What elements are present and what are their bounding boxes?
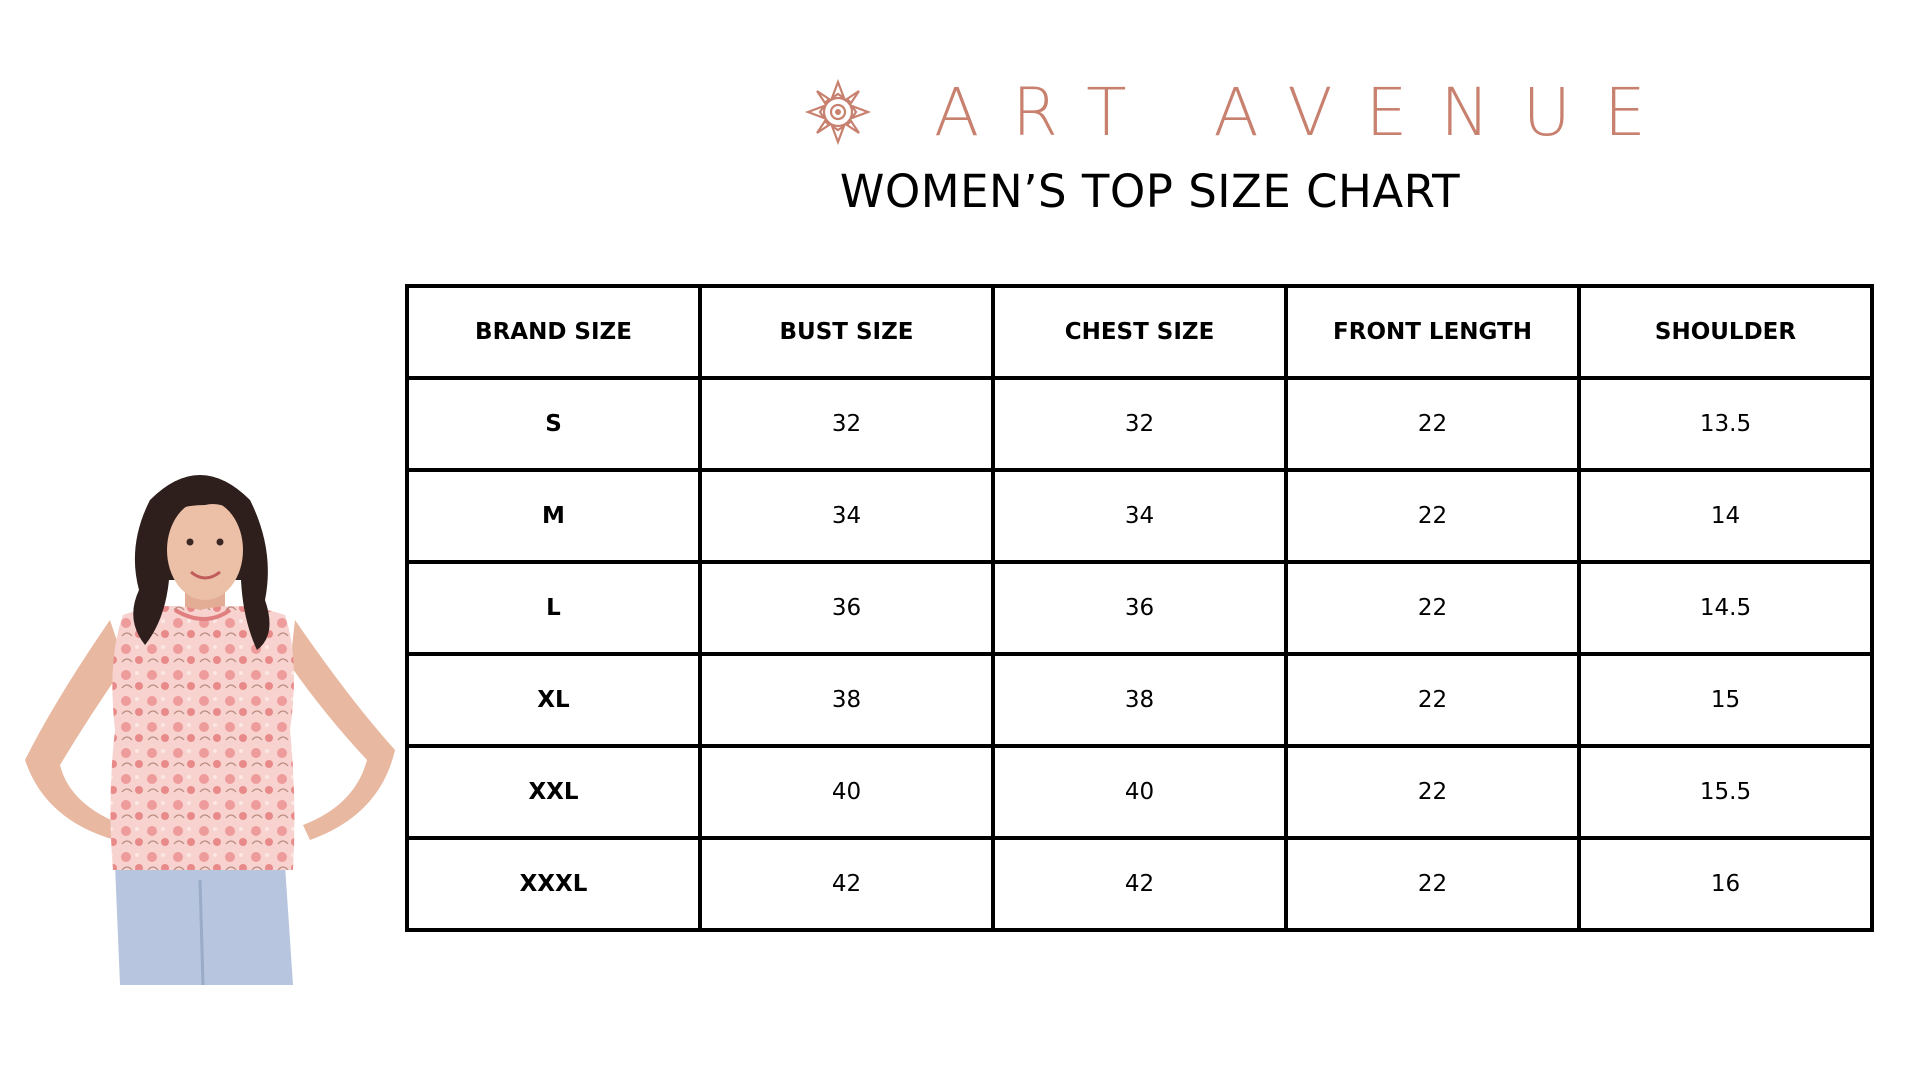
header-brand-size: BRAND SIZE <box>407 286 700 378</box>
shoulder-value: 15.5 <box>1579 746 1872 838</box>
page-title: WOMEN’S TOP SIZE CHART <box>839 165 1461 218</box>
size-label: XXL <box>407 746 700 838</box>
front-length-value: 22 <box>1286 470 1579 562</box>
table-row <box>407 838 1872 930</box>
chest-value: 34 <box>993 470 1286 562</box>
mandala-icon <box>804 78 872 146</box>
shoulder-value: 14 <box>1579 470 1872 562</box>
front-length-value: 22 <box>1286 654 1579 746</box>
model-photo <box>15 460 405 985</box>
bust-value: 38 <box>700 654 993 746</box>
table-row <box>407 654 1872 746</box>
size-chart-table <box>405 284 1874 932</box>
bust-value: 42 <box>700 838 993 930</box>
chest-value: 42 <box>993 838 1286 930</box>
brand-logo <box>804 72 1679 152</box>
table-row <box>407 562 1872 654</box>
bust-value: 34 <box>700 470 993 562</box>
size-label: XXXL <box>407 838 700 930</box>
chest-value: 32 <box>993 378 1286 470</box>
size-label: M <box>407 470 700 562</box>
front-length-value: 22 <box>1286 746 1579 838</box>
table-row <box>407 746 1872 838</box>
header-bust-size: BUST SIZE <box>700 286 993 378</box>
chest-value: 40 <box>993 746 1286 838</box>
front-length-value: 22 <box>1286 838 1579 930</box>
table-row <box>407 378 1872 470</box>
bust-value: 40 <box>700 746 993 838</box>
shoulder-value: 13.5 <box>1579 378 1872 470</box>
brand-name: ART AVENUE <box>934 73 1679 151</box>
header-chest-size: CHEST SIZE <box>993 286 1286 378</box>
shoulder-value: 16 <box>1579 838 1872 930</box>
header-shoulder: SHOULDER <box>1579 286 1872 378</box>
front-length-value: 22 <box>1286 562 1579 654</box>
front-length-value: 22 <box>1286 378 1579 470</box>
header-front-length: FRONT LENGTH <box>1286 286 1579 378</box>
table-row <box>407 470 1872 562</box>
size-label: XL <box>407 654 700 746</box>
size-label: L <box>407 562 700 654</box>
table-header-row <box>407 286 1872 378</box>
size-label: S <box>407 378 700 470</box>
shoulder-value: 14.5 <box>1579 562 1872 654</box>
chest-value: 38 <box>993 654 1286 746</box>
chest-value: 36 <box>993 562 1286 654</box>
shoulder-value: 15 <box>1579 654 1872 746</box>
bust-value: 32 <box>700 378 993 470</box>
bust-value: 36 <box>700 562 993 654</box>
